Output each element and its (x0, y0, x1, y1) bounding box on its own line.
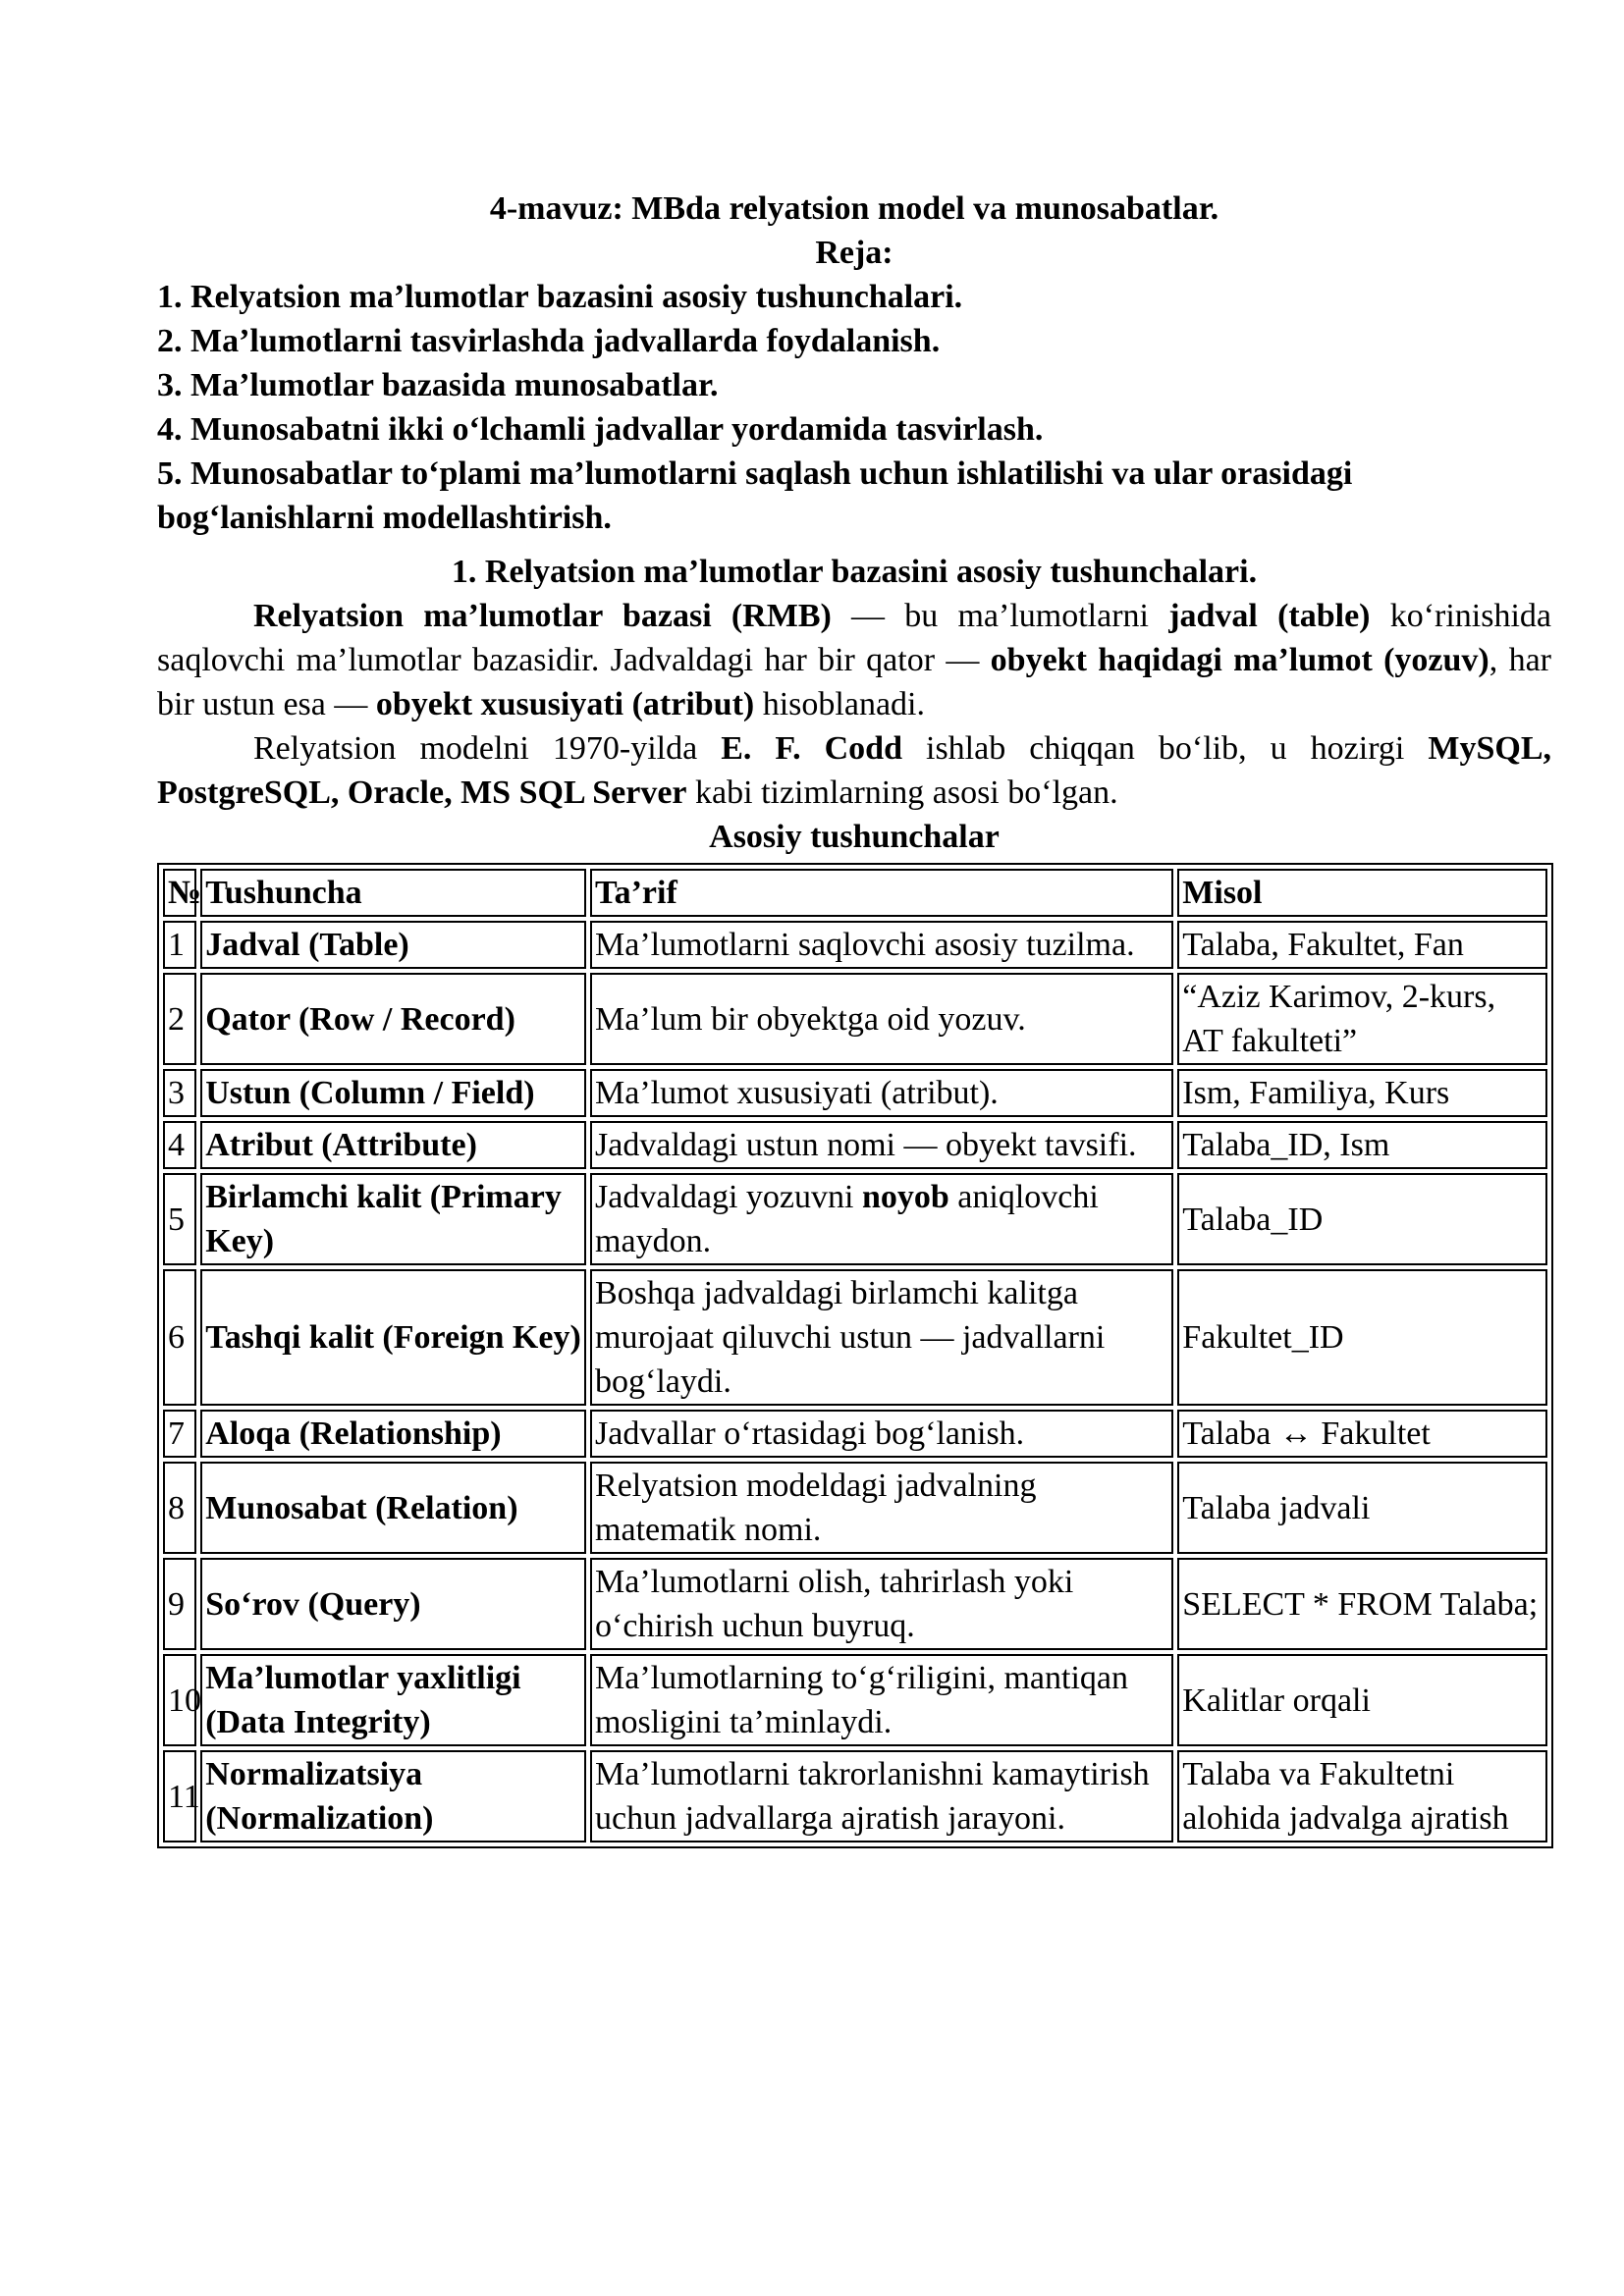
plan-heading: Reja: (815, 235, 893, 271)
row-example: “Aziz Karimov, 2-kurs, AT fakulteti” (1177, 973, 1547, 1065)
header-definition: Ta’rif (590, 869, 1173, 917)
plan-item: 4. Munosabatni ikki o‘lchamli jadvallar yordamida tasvirlash. (157, 411, 1044, 448)
row-term: So‘rov (Query) (200, 1558, 586, 1650)
table-row (163, 1558, 1547, 1650)
row-example: Talaba ↔ Fakultet (1177, 1410, 1547, 1458)
text: Relyatsion modelni 1970-yilda (253, 730, 722, 767)
paragraph-history (157, 726, 1551, 815)
row-example: Talaba_ID (1177, 1173, 1547, 1265)
row-example: Talaba jadvali (1177, 1462, 1547, 1554)
bold-text: jadval (table) (1168, 598, 1371, 634)
plan-item: 1. Relyatsion ma’lumotlar bazasini asosiy tushunchalari. (157, 279, 963, 315)
row-term: Qator (Row / Record) (200, 973, 586, 1065)
row-example: Fakultet_ID (1177, 1269, 1547, 1406)
row-number: 1 (163, 921, 196, 969)
row-example: SELECT * FROM Talaba; (1177, 1558, 1547, 1650)
document-page (157, 187, 1551, 1848)
row-number: 6 (163, 1269, 196, 1406)
plan-item: 2. Ma’lumotlarni tasvirlashda jadvallarda foydalanish. (157, 323, 941, 359)
text: Jadvaldagi yozuvni (595, 1179, 862, 1215)
row-term: Birlamchi kalit (Primary Key) (200, 1173, 586, 1265)
row-definition: Relyatsion modeldagi jadvalning matematik nomi. (590, 1462, 1173, 1554)
plan-item: 3. Ma’lumotlar bazasida munosabatlar. (157, 367, 719, 403)
plan-list (157, 275, 1551, 540)
concepts-table (157, 863, 1553, 1848)
header-example: Misol (1177, 869, 1547, 917)
table-row (163, 1121, 1547, 1169)
header-number: № (163, 869, 196, 917)
row-number: 10 (163, 1654, 196, 1746)
text: hisoblanadi. (754, 686, 925, 722)
row-example: Talaba va Fakultetni alohida jadvalga ajratish (1177, 1750, 1547, 1842)
text: ishlab chiqqan bo‘lib, u hozirgi (901, 730, 1429, 767)
header-term: Tushuncha (200, 869, 586, 917)
row-number: 11 (163, 1750, 196, 1842)
row-definition: Ma’lumot xususiyati (atribut). (590, 1069, 1173, 1117)
row-definition: Ma’lumotlarni saqlovchi asosiy tuzilma. (590, 921, 1173, 969)
section-heading: 1. Relyatsion ma’lumotlar bazasini asosiy tushunchalari. (451, 554, 1258, 590)
row-example: Ism, Familiya, Kurs (1177, 1069, 1547, 1117)
text: kabi tizimlarning asosi bo‘lgan. (686, 774, 1118, 811)
row-number: 7 (163, 1410, 196, 1458)
row-term: Ma’lumotlar yaxlitligi (Data Integrity) (200, 1654, 586, 1746)
row-term: Munosabat (Relation) (200, 1462, 586, 1554)
bold-text: obyekt haqidagi ma’lumot (yozuv) (990, 642, 1489, 678)
row-term: Aloqa (Relationship) (200, 1410, 586, 1458)
row-example: Kalitlar orqali (1177, 1654, 1547, 1746)
table-row (163, 1269, 1547, 1406)
text: — bu ma’lumotlarni (831, 598, 1169, 634)
text: aniqlovchi maydon. (595, 1179, 1099, 1259)
text: , har bir ustun esa — (157, 642, 1551, 722)
row-definition: Boshqa jadvaldagi birlamchi kalitga murojaat qiluvchi ustun — jadvallarni bog‘laydi. (590, 1269, 1173, 1406)
table-row (163, 1410, 1547, 1458)
table-caption: Asosiy tushunchalar (709, 819, 1000, 855)
table-header-row (163, 869, 1547, 917)
row-term: Normalizatsiya (Normalization) (200, 1750, 586, 1842)
bold-text: MySQL, PostgreSQL, Oracle, MS SQL Server (157, 730, 1551, 811)
row-number: 5 (163, 1173, 196, 1265)
row-example: Talaba_ID, Ism (1177, 1121, 1547, 1169)
text: ko‘rinishida saqlovchi ma’lumotlar bazasidir. Jadvaldagi har bir qator — (157, 598, 1552, 678)
row-definition: Jadvaldagi ustun nomi — obyekt tavsifi. (590, 1121, 1173, 1169)
table-row (163, 1750, 1547, 1842)
row-number: 2 (163, 973, 196, 1065)
table-row (163, 1069, 1547, 1117)
table-row (163, 921, 1547, 969)
row-number: 8 (163, 1462, 196, 1554)
bold-text: noyob (861, 1179, 949, 1215)
row-definition (590, 1173, 1173, 1265)
row-number: 4 (163, 1121, 196, 1169)
row-example: Talaba, Fakultet, Fan (1177, 921, 1547, 969)
table-row (163, 1654, 1547, 1746)
plan-item: 5. Munosabatlar to‘plami ma’lumotlarni saqlash uchun ishlatilishi va ular orasidagi bog‘lanishlarni modellashtirish. (157, 455, 1353, 536)
table-row (163, 973, 1547, 1065)
row-number: 9 (163, 1558, 196, 1650)
row-definition: Ma’lumotlarni takrorlanishni kamaytirish uchun jadvallarga ajratish jarayoni. (590, 1750, 1173, 1842)
row-term: Tashqi kalit (Foreign Key) (200, 1269, 586, 1406)
page-title: 4-mavuz: MBda relyatsion model va munosabatlar. (489, 190, 1219, 227)
row-definition: Ma’lumotlarni olish, tahrirlash yoki o‘chirish uchun buyruq. (590, 1558, 1173, 1650)
bold-text: E. F. Codd (721, 730, 902, 767)
row-definition: Ma’lum bir obyektga oid yozuv. (590, 973, 1173, 1065)
bold-text: obyekt xususiyati (atribut) (375, 686, 755, 722)
table-row (163, 1173, 1547, 1265)
row-number: 3 (163, 1069, 196, 1117)
row-definition: Jadvallar o‘rtasidagi bog‘lanish. (590, 1410, 1173, 1458)
paragraph-definition (157, 594, 1551, 726)
bold-text: Relyatsion ma’lumotlar bazasi (RMB) (253, 598, 832, 634)
table-row (163, 1462, 1547, 1554)
row-term: Jadval (Table) (200, 921, 586, 969)
row-term: Atribut (Attribute) (200, 1121, 586, 1169)
row-term: Ustun (Column / Field) (200, 1069, 586, 1117)
row-definition: Ma’lumotlarning to‘g‘riligini, mantiqan mosligini ta’minlaydi. (590, 1654, 1173, 1746)
